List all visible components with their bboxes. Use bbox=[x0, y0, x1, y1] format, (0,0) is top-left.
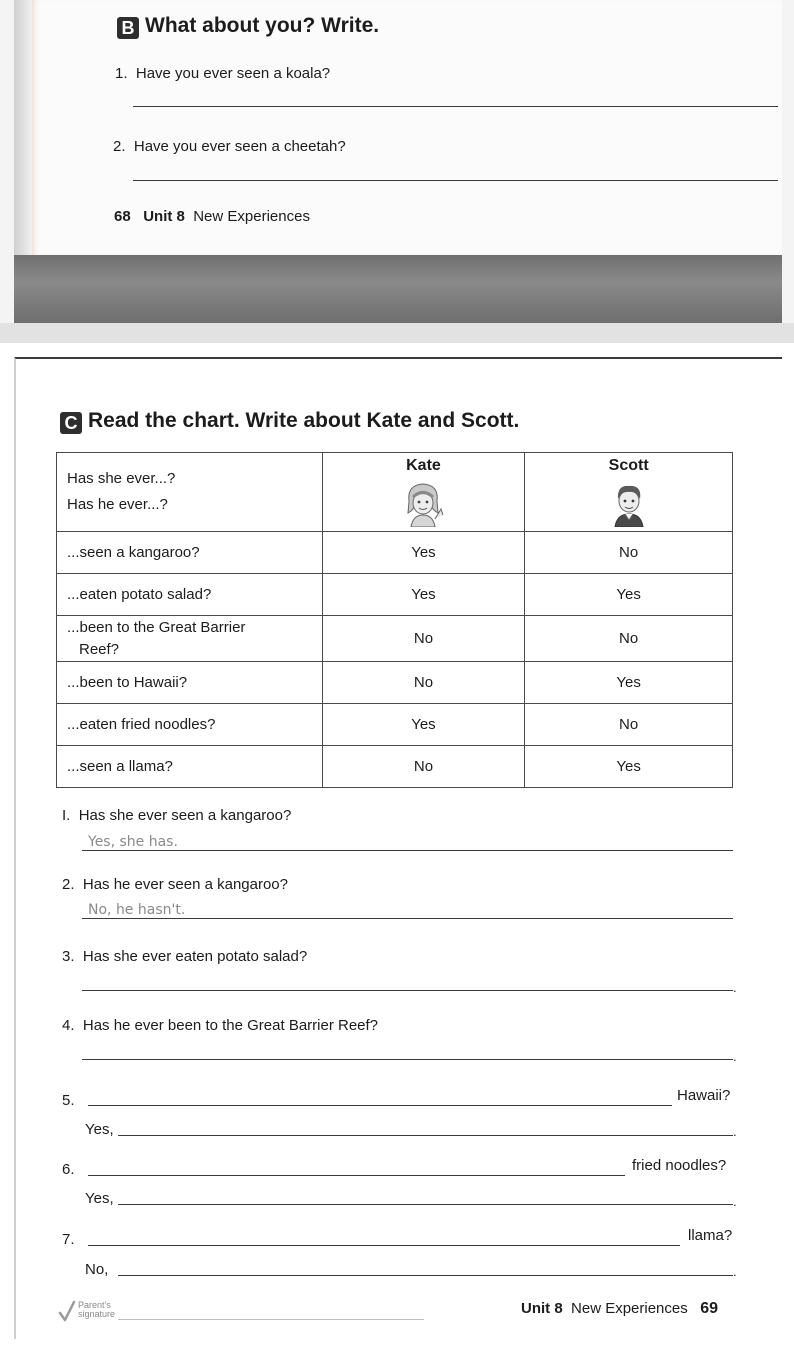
question-line-c5[interactable] bbox=[88, 1105, 672, 1106]
question-line-c7[interactable] bbox=[88, 1245, 680, 1246]
unit-label: Unit 8 bbox=[143, 208, 185, 225]
chart-row bbox=[57, 746, 733, 788]
chart-activity: ...seen a llama? bbox=[57, 746, 323, 788]
line-end-period: . bbox=[733, 1124, 737, 1139]
chart-kate-value: No bbox=[322, 746, 525, 788]
chart-activity: ...been to Hawaii? bbox=[57, 662, 323, 704]
question-text: Has he ever seen a kangaroo? bbox=[82, 876, 288, 893]
question-c6-number: 6. bbox=[62, 1161, 75, 1178]
question-text: Has she ever eaten potato salad? bbox=[82, 948, 308, 965]
signature-line[interactable] bbox=[118, 1319, 424, 1320]
chart-header-kate bbox=[322, 453, 525, 532]
question-c1 bbox=[62, 807, 291, 824]
chart-kate-value: No bbox=[322, 616, 525, 662]
question-c7-end: llama? bbox=[688, 1227, 733, 1244]
chart-activity: ...eaten potato salad? bbox=[57, 574, 323, 616]
question-c4 bbox=[62, 1017, 378, 1034]
chart-header-question bbox=[57, 453, 323, 532]
question-text: Have you ever seen a koala? bbox=[135, 65, 331, 82]
name-kate: Kate bbox=[406, 457, 441, 474]
section-b-heading bbox=[117, 14, 379, 39]
chart-activity-line1: ...been to the Great Barrier bbox=[67, 618, 246, 636]
kate-avatar-icon bbox=[401, 479, 445, 527]
answer-c6-start: Yes, bbox=[85, 1190, 114, 1207]
signature-label-line1: Parent's bbox=[78, 1300, 111, 1310]
chart-scott-value: Yes bbox=[525, 662, 733, 704]
chart-scott-value: No bbox=[525, 532, 733, 574]
section-c-title: Read the chart. Write about Kate and Scott. bbox=[88, 409, 520, 432]
parent-signature-label bbox=[78, 1301, 115, 1319]
line-end-period: . bbox=[733, 980, 737, 995]
question-c5-end: Hawaii? bbox=[677, 1087, 731, 1104]
question-line-c6[interactable] bbox=[88, 1175, 625, 1176]
question-number: I. bbox=[62, 807, 71, 824]
page-number: 68 bbox=[114, 208, 131, 225]
question-c3 bbox=[62, 948, 307, 965]
line-end-period: . bbox=[733, 1049, 737, 1064]
section-c-badge: C bbox=[60, 412, 82, 434]
chart-scott-value: Yes bbox=[525, 574, 733, 616]
line-end-period: . bbox=[733, 1264, 737, 1279]
chart-row bbox=[57, 616, 733, 662]
answer-line-c5[interactable] bbox=[118, 1135, 733, 1136]
unit-title: New Experiences bbox=[571, 1300, 688, 1317]
name-scott: Scott bbox=[608, 457, 649, 474]
answer-line-c3[interactable] bbox=[82, 990, 733, 991]
page-edge-shadow bbox=[14, 0, 32, 255]
chart-activity: ...seen a kangaroo? bbox=[57, 532, 323, 574]
section-c-heading bbox=[60, 409, 519, 434]
question-text: Has he ever been to the Great Barrier Reef? bbox=[82, 1017, 379, 1034]
chart-activity bbox=[57, 616, 323, 662]
chart-activity: ...eaten fried noodles? bbox=[57, 704, 323, 746]
chart-header-scott bbox=[525, 453, 733, 532]
question-text: Has she ever seen a kangaroo? bbox=[78, 807, 292, 824]
answer-line-b1[interactable] bbox=[133, 106, 778, 107]
unit-title: New Experiences bbox=[193, 208, 310, 225]
answer-c7-start: No, bbox=[85, 1261, 109, 1278]
answer-c2: No, he hasn't. bbox=[88, 902, 186, 918]
question-number: 1. bbox=[115, 65, 128, 82]
chart-row bbox=[57, 662, 733, 704]
chart-kate-value: Yes bbox=[322, 704, 525, 746]
experience-chart bbox=[56, 452, 733, 788]
section-b-badge: B bbox=[117, 17, 139, 39]
answer-c5-start: Yes, bbox=[85, 1121, 114, 1138]
answer-line-c1[interactable] bbox=[82, 850, 733, 851]
unit-label: Unit 8 bbox=[521, 1300, 563, 1317]
page-68 bbox=[0, 0, 794, 323]
header-line-he: Has he ever...? bbox=[67, 496, 168, 513]
question-c2 bbox=[62, 876, 288, 893]
page-fold-shadow bbox=[14, 255, 782, 323]
answer-line-c2[interactable] bbox=[82, 918, 733, 919]
chart-row bbox=[57, 704, 733, 746]
section-b-title: What about you? Write. bbox=[145, 14, 380, 37]
chart-row bbox=[57, 574, 733, 616]
signature-label-line2: signature bbox=[78, 1309, 116, 1319]
question-number: 2. bbox=[62, 876, 75, 893]
chart-header-row bbox=[57, 453, 733, 532]
page-divider bbox=[0, 323, 794, 343]
question-c5-number: 5. bbox=[62, 1092, 75, 1109]
chart-scott-value: Yes bbox=[525, 746, 733, 788]
answer-line-c7[interactable] bbox=[118, 1275, 733, 1276]
chart-row bbox=[57, 532, 733, 574]
chart-scott-value: No bbox=[525, 704, 733, 746]
question-number: 2. bbox=[113, 138, 126, 155]
chart-scott-value: No bbox=[525, 616, 733, 662]
page-number: 69 bbox=[700, 1300, 719, 1317]
answer-line-b2[interactable] bbox=[133, 180, 778, 181]
answer-line-c6[interactable] bbox=[118, 1204, 733, 1205]
chart-kate-value: Yes bbox=[322, 532, 525, 574]
answer-line-c4[interactable] bbox=[82, 1059, 733, 1060]
scott-avatar-icon bbox=[609, 479, 649, 527]
page-69-footer bbox=[521, 1300, 718, 1318]
line-end-period: . bbox=[733, 1194, 737, 1209]
question-b1 bbox=[115, 65, 330, 82]
question-number: 4. bbox=[62, 1017, 75, 1034]
question-c7-number: 7. bbox=[62, 1231, 75, 1248]
page-68-footer bbox=[114, 208, 310, 225]
question-text: Have you ever seen a cheetah? bbox=[133, 138, 346, 155]
checkmark-icon bbox=[58, 1300, 76, 1322]
answer-c1: Yes, she has. bbox=[88, 834, 178, 850]
chart-kate-value: Yes bbox=[322, 574, 525, 616]
question-b2 bbox=[113, 138, 346, 155]
question-c6-end: fried noodles? bbox=[632, 1157, 727, 1174]
header-line-she: Has she ever...? bbox=[67, 470, 176, 487]
chart-kate-value: No bbox=[322, 662, 525, 704]
question-number: 3. bbox=[62, 948, 75, 965]
chart-activity-line2: Reef? bbox=[79, 640, 120, 658]
